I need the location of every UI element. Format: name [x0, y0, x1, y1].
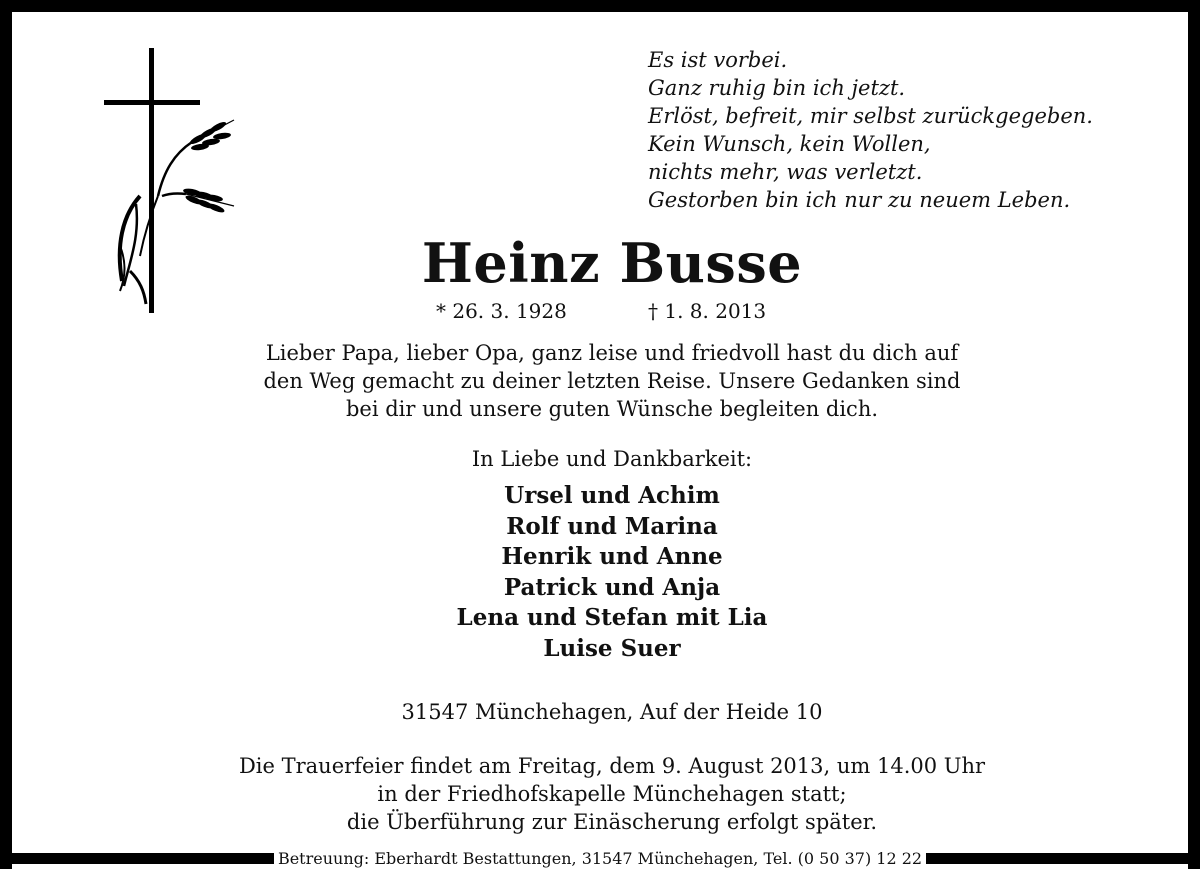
farewell-message	[12, 339, 1200, 423]
funeral-line: Die Trauerfeier findet am Freitag, dem 9. August 2013, um 14.00 Uhr	[238, 754, 986, 778]
poem-line: Ganz ruhig bin ich jetzt.	[648, 76, 906, 100]
funeral-line: die Überführung zur Einäscherung erfolgt später.	[346, 810, 878, 834]
message-line: den Weg gemacht zu deiner letzten Reise. Unsere Gedanken sind	[263, 369, 961, 393]
poem-line: Es ist vorbei.	[648, 48, 788, 72]
message-line: bei dir und unsere guten Wünsche begleiten dich.	[345, 397, 879, 421]
family-address: 31547 Münchehagen, Auf der Heide 10	[401, 700, 823, 724]
mourner-name: Patrick und Anja	[503, 573, 721, 601]
mourner-name: Luise Suer	[543, 634, 681, 662]
mourner-name: Ursel und Achim	[504, 482, 720, 509]
funeral-details	[12, 752, 1200, 836]
poem	[648, 46, 1093, 214]
mourner-name: Rolf und Marina	[506, 512, 718, 540]
poem-line: nichts mehr, was verletzt.	[648, 160, 923, 184]
footer-rule-right	[926, 853, 1200, 864]
mourner-name: Henrik und Anne	[501, 543, 723, 571]
birth-date: * 26. 3. 1928	[436, 299, 567, 323]
death-date: † 1. 8. 2013	[648, 299, 767, 323]
mourner-name: Lena und Stefan mit Lia	[456, 604, 768, 632]
dedication: In Liebe und Dankbarkeit:	[471, 447, 753, 471]
poem-line: Gestorben bin ich nur zu neuem Leben.	[648, 188, 1071, 212]
poem-line: Erlöst, befreit, mir selbst zurückgegeben.	[648, 104, 1093, 128]
footer-rule-left	[0, 853, 274, 864]
deceased-name: Heinz Busse	[421, 231, 803, 295]
poem-line: Kein Wunsch, kein Wollen,	[648, 132, 931, 156]
mourners-list	[12, 481, 1200, 665]
message-line: Lieber Papa, lieber Opa, ganz leise und friedvoll hast du dich auf	[265, 341, 959, 365]
funeral-home-credit: Betreuung: Eberhardt Bestattungen, 31547 Münchehagen, Tel. (0 50 37) 12 22	[277, 849, 923, 868]
footer-bar	[0, 848, 1200, 869]
funeral-line: in der Friedhofskapelle Münchehagen statt;	[377, 782, 847, 806]
